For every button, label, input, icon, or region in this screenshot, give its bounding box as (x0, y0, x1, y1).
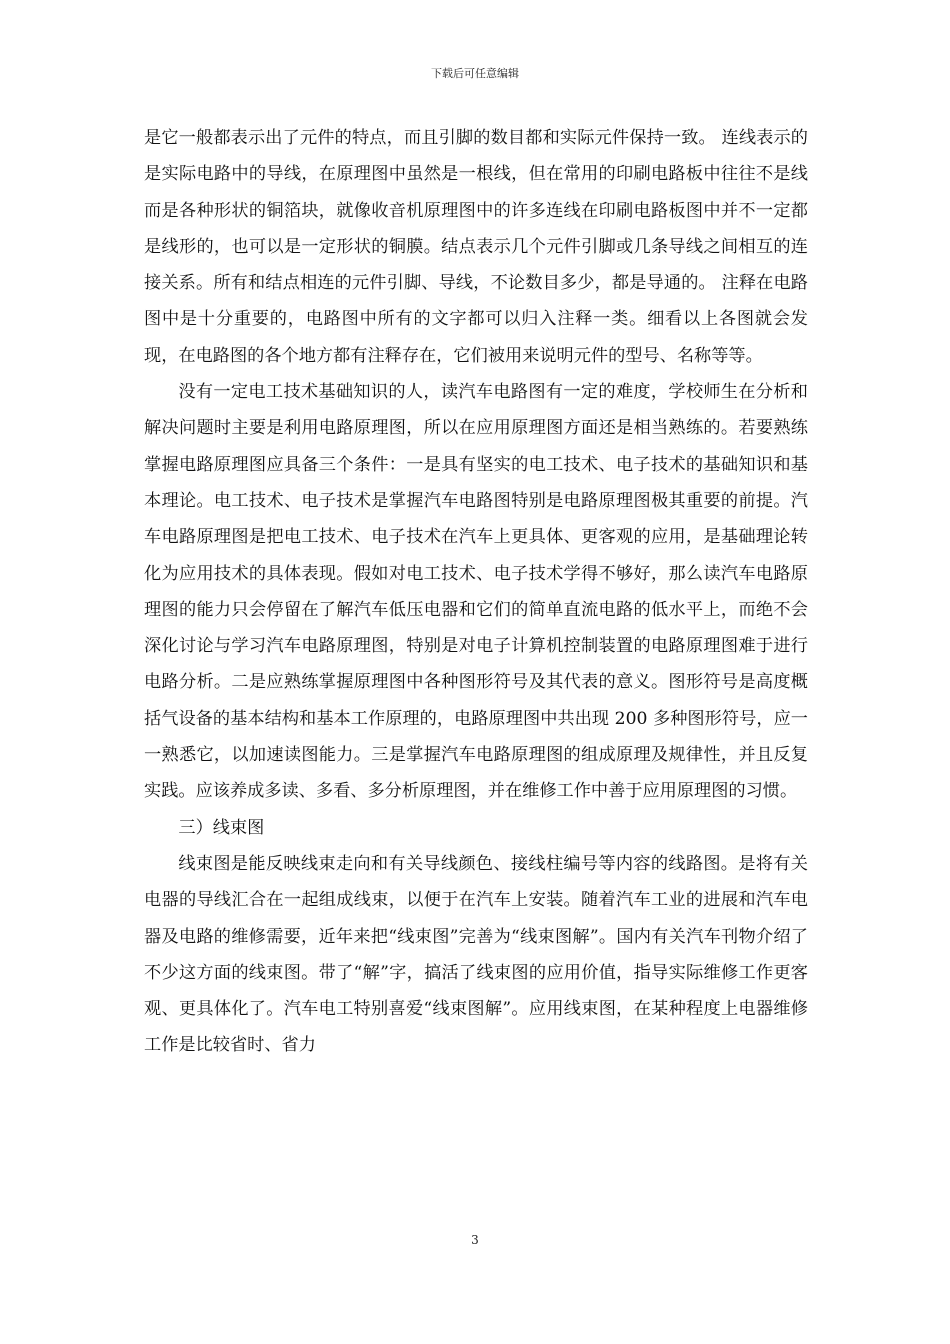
page-number: 3 (471, 1233, 479, 1247)
paragraph-1: 是它一般都表示出了元件的特点，而且引脚的数目都和实际元件保持一致。 连线表示的是实际电路中的导线，在原理图中虽然是一根线，但在常用的印刷电路板中往往不是线而是各种形状的铜箔块，就像收音机原理图中的许多连线在印刷电路板图中并不一定都是线形的，也可以是一定形状的铜膜。结点表示几个元件引脚或几条导线之间相互的连接关系。所有和结点相连的元件引脚、导线，不论数目多少，都是导通的。 注释在电路图中是十分重要的，电路图中所有的文字都可以归入注释一类。细看以上各图就会发现，在电路图的各个地方都有注释存在，它们被用来说明元件的型号、名称等等。 (144, 128, 808, 366)
paragraph-2: 没有一定电工技术基础知识的人，读汽车电路图有一定的难度，学校师生在分析和解决问题时主要是利用电路原理图，所以在应用原理图方面还是相当熟练的。若要熟练掌握电路原理图应具备三个条件：一是具有坚实的电工技术、电子技术的基础知识和基本理论。电工技术、电子技术是掌握汽车电路图特别是电路原理图极其重要的前提。汽车电路原理图是把电工技术、电子技术在汽车上更具体、更客观的应用，是基础理论转化为应用技术的具体表现。假如对电工技术、电子技术学得不够好，那么读汽车电路原理图的能力只会停留在了解汽车低压电器和它们的简单直流电路的低水平上，而绝不会深化讨论与学习汽车电路原理图，特别是对电子计算机控制装置的电路原理图难于进行电路分析。二是应熟练掌握原理图中各种图形符号及其代表的意义。图形符号是高度概括气设备的基本结构和基本工作原理的，电路原理图中共出现 200 多种图形符号，应一一熟悉它，以加速读图能力。三是掌握汽车电路原理图的组成原理及规律性，并且反复实践。应该养成多读、多看、多分析原理图，并在维修工作中善于应用原理图的习惯。 (144, 382, 808, 802)
section-heading: 三）线束图 (178, 817, 265, 838)
page-header: 下载后可任意编辑 (431, 67, 519, 80)
document-body (144, 120, 808, 1064)
paragraph-3: 线束图是能反映线束走向和有关导线颜色、接线柱编号等内容的线路图。是将有关电器的导线汇合在一起组成线束，以便于在汽车上安装。随着汽车工业的进展和汽车电器及电路的维修需要，近年来把“线束图”完善为“线束图解”。国内有关汽车刊物介绍了不少这方面的线束图。带了“解”字，搞活了线束图的应用价值，指导实际维修工作更客观、更具体化了。汽车电工特别喜爱“线束图解”。应用线束图，在某种程度上电器维修工作是比较省时、省力 (144, 853, 808, 1056)
